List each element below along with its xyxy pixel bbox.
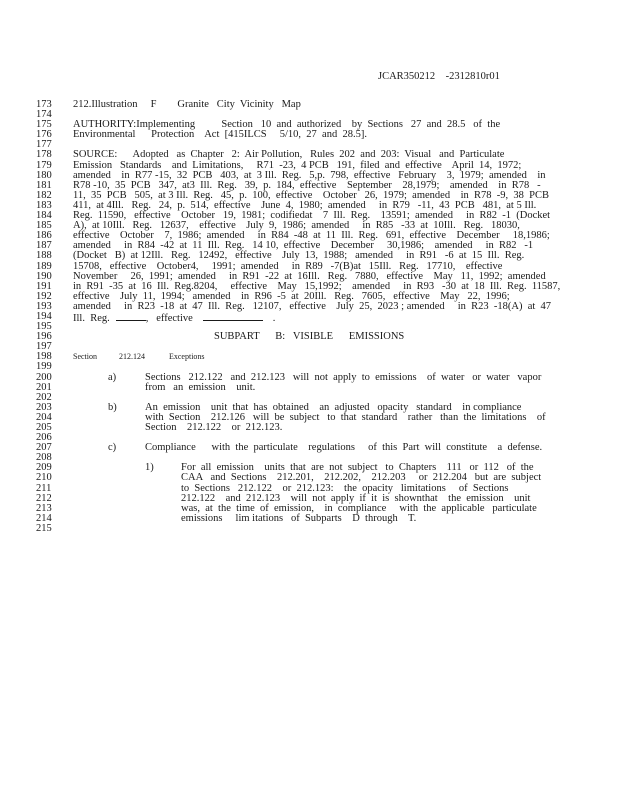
line-text-content: Section 212.122 or 212.123.	[145, 422, 283, 433]
line-number: 207	[36, 442, 52, 454]
line-number: 210	[36, 472, 52, 484]
document-line	[0, 443, 618, 453]
line-text-content: R78 -10, 35 PCB 347, at3 Ill. Reg. 39, p. 184, effective September 28,1979; amended in R78 -	[73, 179, 541, 191]
line-number: 187	[36, 240, 52, 252]
document-line	[0, 373, 618, 383]
line-text-content: to Sections 212.122 or 212.123: the opacity limitations of Sections	[181, 482, 509, 494]
line-text-content: 212.122 and 212.123 will not apply if it is shownthat the emission unit	[181, 492, 531, 504]
line-number: 212	[36, 492, 52, 504]
line-text	[181, 514, 416, 524]
document-line	[0, 524, 618, 534]
list-marker: b)	[108, 401, 117, 413]
line-text-content: SUBPART B: VISIBLE EMISSIONS	[214, 331, 405, 343]
list-marker: a)	[108, 371, 117, 383]
line-text-content: amended in R84 -42 at 11 Ill. Reg. 14 10, effective December 30,1986; amended in R82 -1	[73, 240, 534, 252]
line-text-content: Section 212.124 Exceptions	[73, 352, 205, 362]
line-text-content: Ill. Reg.	[73, 312, 110, 324]
line-number: 194	[36, 310, 52, 322]
line-text-content: For all emission units that are not subject to Chapters 111 or 112 of the	[181, 462, 534, 474]
line-text-content: with Section 212.126 will be subject to that standard rather than the limitations of	[145, 411, 546, 423]
line-number: 208	[36, 452, 52, 464]
line-text	[73, 100, 301, 110]
line-text-content: was, at the time of emission, in compliance with the applicable particulate	[181, 502, 537, 514]
document-line	[0, 514, 618, 524]
line-number: 186	[36, 230, 52, 242]
document-id: JCAR350212 -2312810r01	[378, 71, 500, 82]
line-number: 203	[36, 401, 52, 413]
line-number: 175	[36, 119, 52, 131]
line-number: 176	[36, 129, 52, 141]
line-text-content: Compliance with the particulate regulations of this Part will constitute a defense.	[145, 442, 543, 454]
line-number: 198	[36, 351, 52, 363]
line-number: 181	[36, 179, 52, 191]
line-number: 197	[36, 341, 52, 353]
line-number: 192	[36, 290, 52, 302]
line-text-content: November 26, 1991; amended in R91 -22 at 16Ill. Reg. 7880, effective May 11, 1992; amended	[73, 270, 546, 282]
line-text-content: CAA and Sections 212.201, 212.202, 212.203 or 212.204 but are subject	[181, 472, 542, 484]
line-text	[73, 130, 367, 140]
line-number: 214	[36, 512, 52, 524]
document-line	[0, 100, 618, 110]
line-text-content: Reg. 11590, effective October 19, 1981; codifiedat 7 Ill. Reg. 13591; amended in R82 -1 (Docket	[73, 210, 551, 222]
line-number: 193	[36, 300, 52, 312]
list-marker: c)	[108, 442, 117, 454]
line-number: 209	[36, 462, 52, 474]
blank-line	[203, 312, 263, 321]
line-text-content: 411, at 4Ill. Reg. 24, p. 514, effective June 4, 1980; amended in R79 -11, 43 PCB 481, at 5 Ill.	[73, 199, 537, 211]
line-text-end: .	[272, 312, 276, 324]
line-number: 206	[36, 432, 52, 444]
line-number: 200	[36, 371, 52, 383]
line-text	[145, 383, 255, 393]
line-text-content: amended in R77 -15, 32 PCB 403, at 3 Ill. Reg. 5,p. 798, effective February 3, 1979; amended in	[73, 169, 546, 181]
line-number: 185	[36, 220, 52, 232]
line-text-content: Sections 212.122 and 212.123 will not apply to emissions of water or water vapor	[145, 371, 542, 383]
line-text-content: from an emission unit.	[145, 381, 256, 393]
line-number: 189	[36, 260, 52, 272]
line-number: 180	[36, 169, 52, 181]
section-heading	[73, 352, 205, 362]
document-line	[0, 342, 618, 352]
document-line	[0, 312, 618, 322]
document-line	[0, 130, 618, 140]
blank-line	[116, 312, 146, 321]
document-line	[0, 383, 618, 393]
line-number: 211	[36, 482, 52, 494]
line-text-content: effective October 7, 1986; amended in R84 -48 at 11 Ill. Reg. 691, effective December 18,1986;	[73, 230, 550, 242]
document-line	[0, 423, 618, 433]
line-text-content: in R91 -35 at 16 Ill. Reg.8204, effective May 15,1992; amended in R93 -30 at 18 Ill. Reg. 11587,	[73, 280, 561, 292]
document-line	[0, 302, 618, 312]
numbered-lines	[0, 100, 618, 534]
line-number: 195	[36, 321, 52, 333]
line-text-content: An emission unit that has obtained an adjusted opacity standard in compliance	[145, 401, 522, 413]
line-text-content: 15708, effective October4, 1991; amended in R89 -7(B)at 15Ill. Reg. 17710, effective	[73, 260, 503, 272]
line-text	[73, 302, 551, 312]
subpart-heading	[214, 332, 404, 342]
line-text-content: 212.Illustration F Granite City Vicinity Map	[73, 99, 301, 110]
line-number: 199	[36, 361, 52, 373]
line-number: 178	[36, 149, 52, 161]
line-number: 204	[36, 411, 52, 423]
document-line	[0, 332, 618, 342]
line-text	[145, 423, 282, 433]
line-text	[145, 443, 542, 453]
line-text-content: (Docket B) at 12Ill. Reg. 12492, effective July 13, 1988; amended in R91 -6 at 15 Ill. Reg.	[73, 250, 525, 262]
list-marker: 1)	[145, 462, 154, 474]
line-number: 213	[36, 502, 52, 514]
line-number: 177	[36, 139, 52, 151]
line-number: 205	[36, 422, 52, 433]
line-text-content: SOURCE: Adopted as Chapter 2: Air Pollution, Rules 202 and 203: Visual and Particulate	[73, 149, 505, 161]
line-text-content: effective July 11, 1994; amended in R96 -5 at 20Ill. Reg. 7605, effective May 22, 1996;	[73, 290, 510, 302]
line-text-content: 11, 35 PCB 505, at 3 Ill. Reg. 45, p. 100, effective October 26, 1979; amended in R78 -9, 38 PCB	[73, 189, 549, 201]
line-text-content: emissions lim itations of Subparts D through T.	[181, 512, 417, 524]
line-text-content: Emission Standards and Limitations, R71 -23, 4 PCB 191, filed and effective April 14, 1972;	[73, 159, 522, 171]
line-number: 215	[36, 522, 52, 534]
line-number: 184	[36, 210, 52, 222]
line-number: 190	[36, 270, 52, 282]
line-number: 201	[36, 381, 52, 393]
line-text-tail: , effective	[145, 312, 193, 324]
line-number: 188	[36, 250, 52, 262]
line-number: 183	[36, 199, 52, 211]
line-text-content: AUTHORITY:Implementing Section 10 and authorized by Sections 27 and 28.5 of the	[73, 119, 501, 131]
line-number: 202	[36, 391, 52, 403]
line-number: 191	[36, 280, 52, 292]
line-text-content: A), at 10Ill. Reg. 12637, effective July 9, 1986; amended in R85 -33 at 10Ill. Reg. 18030,	[73, 220, 520, 232]
line-text-content: Environmental Protection Act [415ILCS 5/10, 27 and 28.5].	[73, 129, 367, 141]
line-number: 182	[36, 189, 52, 201]
line-number: 174	[36, 109, 52, 121]
document-line	[0, 413, 618, 423]
line-number: 179	[36, 159, 52, 171]
line-number: 173	[36, 99, 52, 110]
document-line	[0, 352, 618, 362]
line-number: 196	[36, 331, 52, 343]
line-text-content: amended in R23 -18 at 47 Ill. Reg. 12107, effective July 25, 2023 ; amended in R23 -18(A) at 47	[73, 300, 552, 312]
